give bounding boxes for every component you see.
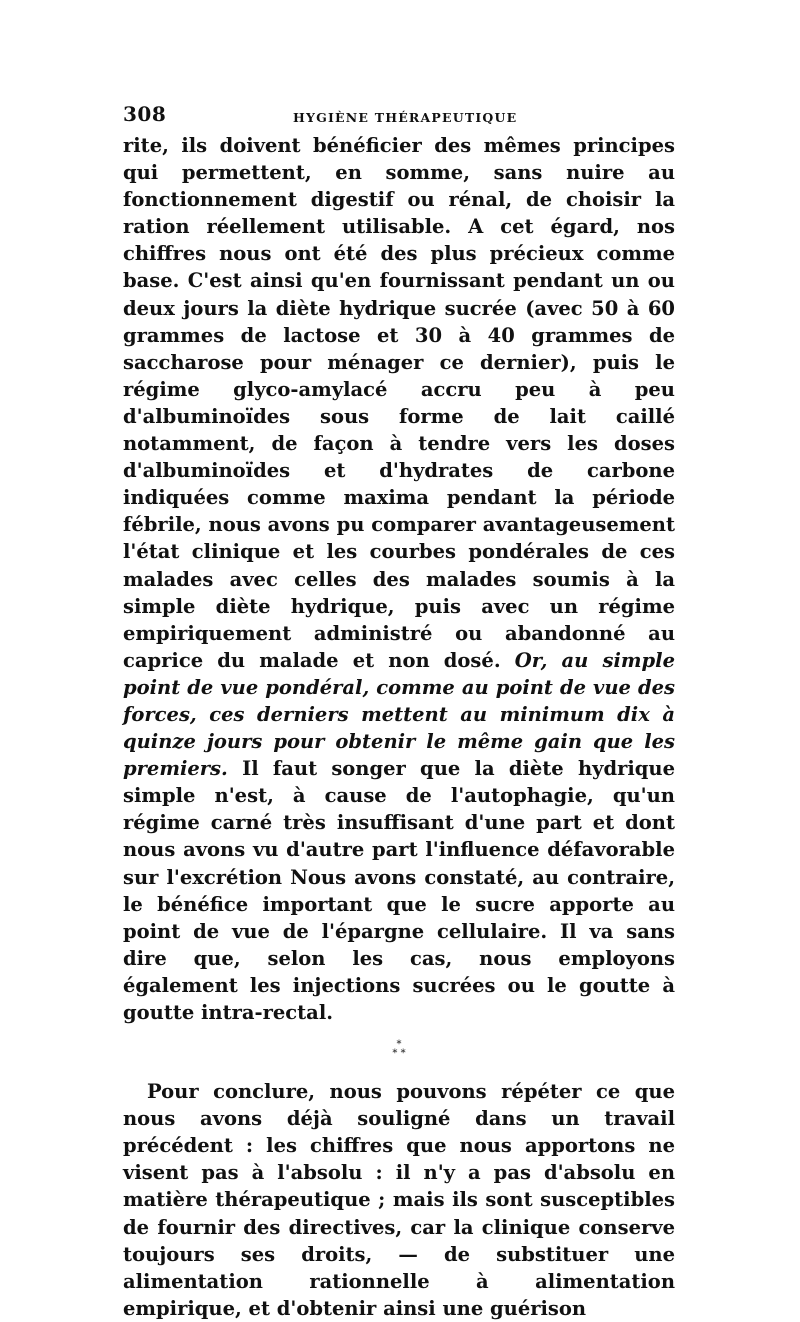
running-title: HYGIÈNE THÉRAPEUTIQUE (293, 110, 518, 125)
italic-passage: Or, au simple point de vue pondéral, comme au point de vue des forces, ces derniers mettent au minimum dix à quinze jours pour obtenir le même gain que les premiers. (123, 648, 675, 781)
asterism-bottom: * * (392, 1048, 406, 1060)
paragraph-continued (123, 132, 675, 1026)
paragraph-conclusion: Pour conclure, nous pouvons répéter ce que nous avons déjà souligné dans un travail précédent : les chiffres que nous apportons ne visent pas à l'absolu : il n'y a pas d'absolu en matière thérapeutique ; mais ils sont susceptibles de fournir des directives, car la clinique conserve toujours ses droits, — de substituer une alimentation rationnelle à alimentation empirique, et d'obtenir ainsi une guérison (123, 1080, 675, 1320)
paragraph-text: rite, ils doivent bénéficier des mêmes principes qui permettent, en somme, sans nuire au fonctionnement digestif ou rénal, de choisir la ration réellement utilisable. A cet égard, nos chiffres nous ont été des plus précieux comme base. C'est ainsi qu'en fournissant pendant un ou deux jours la diète hydrique sucrée (avec 50 à 60 grammes de lactose et 30 à 40 grammes de saccharose pour ménager ce dernier), puis le régime glyco-amylacé accru peu à peu d'albuminoïdes sous forme de lait caillé notamment, de façon à tendre vers les doses d'albuminoïdes et d'hydrates de carbone indiquées comme maxima pendant la période fébrile, nous avons pu comparer avantageusement l'état clinique et les courbes pondérales de ces malades avec celles des malades soumis à la simple diète hydrique, puis avec un régime empiriquement administré ou abandonné au caprice du malade et non dosé. (123, 134, 675, 672)
page-number: 308 (123, 102, 167, 126)
asterism-top: * (396, 1039, 402, 1051)
page-header (123, 102, 675, 132)
book-page (123, 102, 675, 1322)
paragraph-text-continued: Il faut songer que la diète hydrique simple n'est, à cause de l'autophagie, qu'un régime carné très insuffisant d'une part et dont nous avons vu d'autre part l'influence défavorable sur l'excrétion Nous avons constaté, au contraire, le bénéfice important que le sucre apporte au point de vue de l'épargne cellulaire. Il va sans dire que, selon les cas, nous employons également les injections sucrées ou le goutte à goutte intra-rectal. (123, 757, 675, 1024)
page-body (123, 132, 675, 1322)
section-separator-asterism (123, 1040, 675, 1058)
